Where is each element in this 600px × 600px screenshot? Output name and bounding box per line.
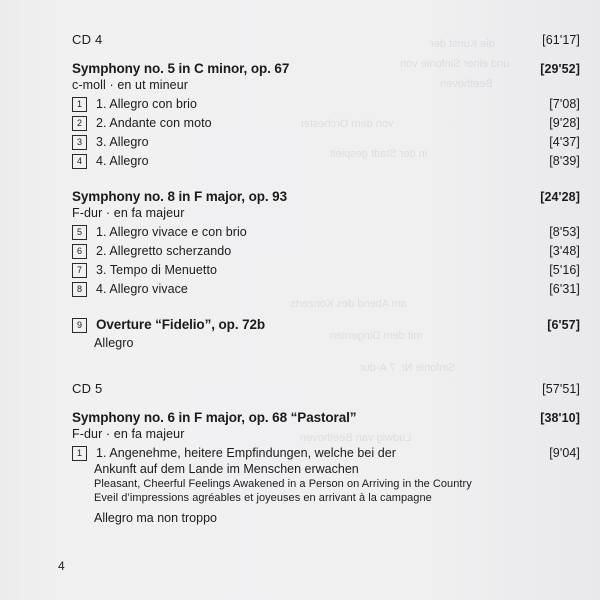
showthrough-text: Sinfonie Nr. 7 A-dur xyxy=(360,362,456,374)
showthrough-text: die Kunst der xyxy=(430,38,495,50)
track-number: 1 xyxy=(72,446,87,461)
track-title: 3. Allegro xyxy=(96,135,149,149)
track-row xyxy=(72,244,580,260)
disc-label: CD 5 xyxy=(72,381,103,396)
tracklist xyxy=(72,32,580,525)
work-title-row xyxy=(72,410,580,425)
track-title: 4. Allegro xyxy=(96,154,149,168)
track-title: 2. Allegretto scherzando xyxy=(96,244,232,258)
track-duration: [9'04] xyxy=(549,446,580,460)
showthrough-text: mit dem Dirigenten xyxy=(330,330,423,342)
work-duration: [29'52] xyxy=(540,62,580,76)
track-number: 4 xyxy=(72,154,87,169)
showthrough-text: am Abend des Konzerts xyxy=(290,298,407,310)
showthrough-text: in der Stadt gespielt xyxy=(330,148,428,160)
track-tempo: Allegro ma non troppo xyxy=(94,511,217,525)
track-row xyxy=(72,225,580,241)
track-title: 2. Andante con moto xyxy=(96,116,212,130)
work-title-row xyxy=(72,189,580,204)
track-title-line2: Ankunft auf dem Lande im Menschen erwachen xyxy=(94,462,359,476)
track-duration: [3'48] xyxy=(549,244,580,258)
track-number: 7 xyxy=(72,263,87,278)
showthrough-text: Beethoven xyxy=(440,78,493,90)
work-title: Symphony no. 5 in C minor, op. 67 xyxy=(72,61,290,76)
work-title: Symphony no. 8 in F major, op. 93 xyxy=(72,189,287,204)
track-translation-en: Pleasant, Cheerful Feelings Awakened in a Person on Arriving in the Country xyxy=(94,478,472,490)
work-title-row xyxy=(72,317,580,334)
track-duration: [8'53] xyxy=(549,225,580,239)
work-subtitle: c-moll · en ut mineur xyxy=(72,78,189,92)
page-number: 4 xyxy=(58,559,65,573)
track-title: 1. Allegro vivace e con brio xyxy=(96,225,247,239)
track-duration: [7'08] xyxy=(549,97,580,111)
work-subtitle: Allegro xyxy=(94,336,134,350)
showthrough-text: von dem Orchester xyxy=(300,118,394,130)
track-duration: [5'16] xyxy=(549,263,580,277)
track-number: 9 xyxy=(72,318,87,333)
track-duration: [6'31] xyxy=(549,282,580,296)
track-duration: [8'39] xyxy=(549,154,580,168)
work-duration: [24'28] xyxy=(540,190,580,204)
track-row xyxy=(72,446,580,462)
track-row xyxy=(72,154,580,170)
disc-duration: [61'17] xyxy=(542,33,580,47)
work-duration: [6'57] xyxy=(547,318,580,332)
disc-label: CD 4 xyxy=(72,32,103,47)
track-row xyxy=(72,282,580,298)
track-number: 1 xyxy=(72,97,87,112)
disc-header-cd5 xyxy=(72,381,580,396)
work-title: Symphony no. 6 in F major, op. 68 “Pastoral” xyxy=(72,410,357,425)
disc-duration: [57'51] xyxy=(542,382,580,396)
track-translation-fr: Eveil d’impressions agréables et joyeuses en arrivant à la campagne xyxy=(94,492,432,504)
track-row xyxy=(72,135,580,151)
showthrough-text: und einer Sinfonie von xyxy=(400,58,510,70)
disc-header-cd4 xyxy=(72,32,580,47)
track-number: 2 xyxy=(72,116,87,131)
work-title-row xyxy=(72,61,580,76)
track-row xyxy=(72,263,580,279)
track-title: 3. Tempo di Menuetto xyxy=(96,263,217,277)
track-title: 1. Angenehme, heitere Empfindungen, welche bei der xyxy=(96,446,396,460)
work-duration: [38'10] xyxy=(540,411,580,425)
track-title: 1. Allegro con brio xyxy=(96,97,198,111)
track-duration: [9'28] xyxy=(549,116,580,130)
work-subtitle: F-dur · en fa majeur xyxy=(72,427,185,441)
track-row xyxy=(72,116,580,132)
track-number: 6 xyxy=(72,244,87,259)
work-title: Overture “Fidelio”, op. 72b xyxy=(96,317,266,332)
track-title: 4. Allegro vivace xyxy=(96,282,188,296)
track-number: 3 xyxy=(72,135,87,150)
track-number: 8 xyxy=(72,282,87,297)
showthrough-text: Ludwig van Beethoven xyxy=(300,432,412,444)
work-subtitle: F-dur · en fa majeur xyxy=(72,206,185,220)
track-duration: [4'37] xyxy=(549,135,580,149)
track-row xyxy=(72,97,580,113)
track-number: 5 xyxy=(72,225,87,240)
